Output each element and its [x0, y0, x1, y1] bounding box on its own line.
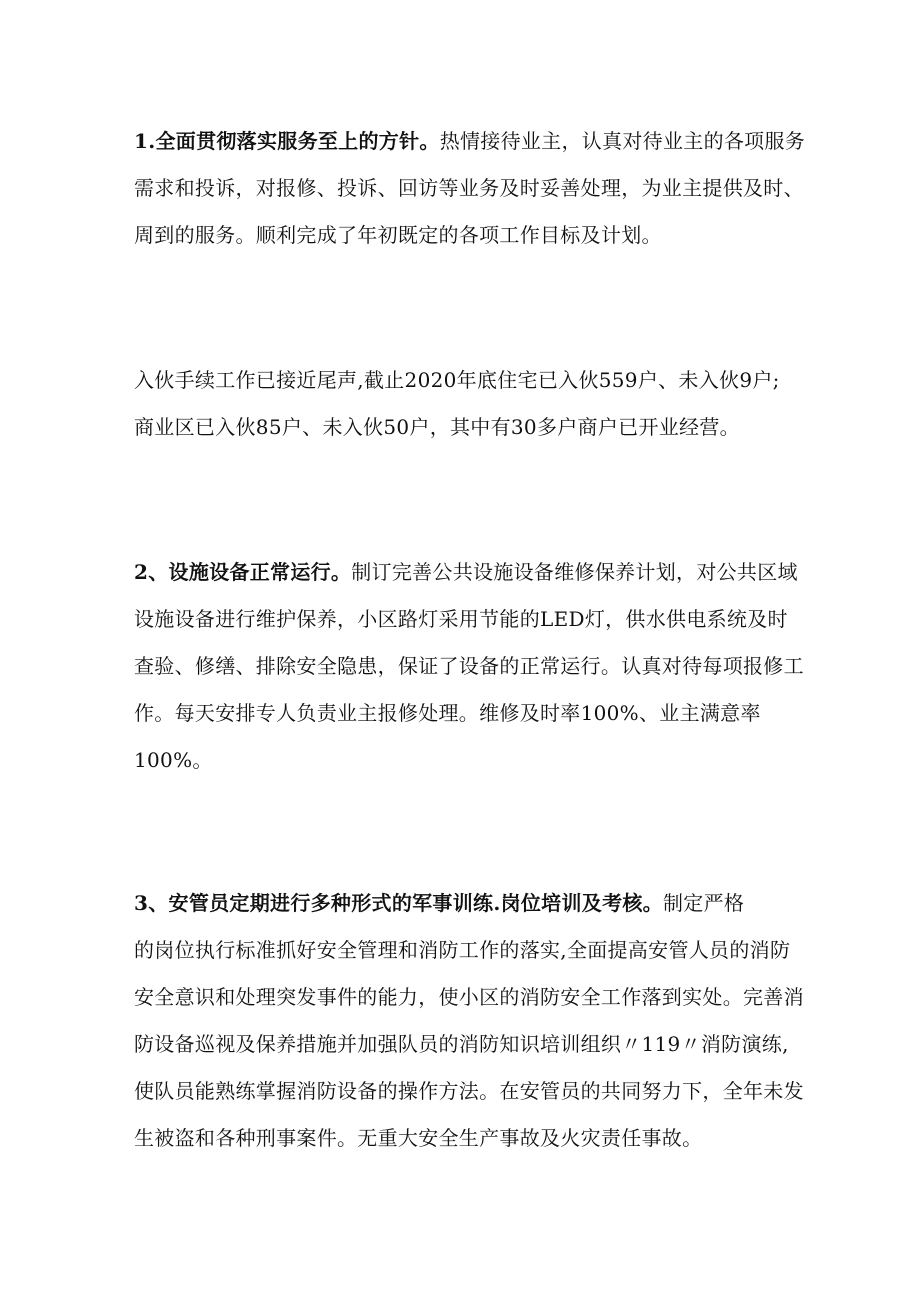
paragraph-text: 制订完善公共设施设备维修保养计划，对公共区域 [351, 560, 798, 584]
paragraph-heading: 3、安管员定期进行多种形式的军事训练.岗位培训及考核。 [134, 891, 663, 915]
paragraph-line: 需求和投诉，对报修、投诉、回访等业务及时妥善处理，为业主提供及时、 [134, 176, 804, 200]
paragraph-text: 热情接待业主，认真对待业主的各项服务 [439, 129, 806, 153]
paragraph-line: 周到的服务。顺利完成了年初既定的各项工作目标及计划。 [134, 223, 662, 247]
paragraph-service-policy [134, 118, 804, 259]
paragraph-line: 查验、修缮、排除安全隐患，保证了设备的正常运行。认真对待每项报修工 [134, 654, 804, 678]
paragraph-move-in-status [134, 357, 804, 451]
paragraph-text: 制定严格 [662, 891, 745, 915]
paragraph-line [134, 118, 804, 165]
paragraph-line: 的岗位执行标准抓好安全管理和消防工作的落实,全面提高安管人员的消防 [134, 938, 791, 962]
paragraph-facility-operation [134, 549, 804, 784]
paragraph-heading: 2、设施设备正常运行。 [134, 560, 352, 584]
paragraph-line: 作。每天安排专人负责业主报修处理。维修及时率100%、业主满意率 [134, 701, 761, 725]
paragraph-line: 生被盗和各种刑事案件。无重大安全生产事故及火灾责任事故。 [134, 1126, 703, 1150]
paragraph-line [134, 549, 804, 596]
paragraph-security-training [134, 880, 804, 1162]
paragraph-line [134, 880, 804, 927]
paragraph-line: 100%。 [134, 748, 213, 772]
paragraph-line: 入伙手续工作已接近尾声,截止2020年底住宅已入伙559户、未入伙9户; [134, 368, 780, 392]
paragraph-heading: 1.全面贯彻落实服务至上的方针。 [134, 129, 440, 153]
paragraph-line: 防设备巡视及保养措施并加强队员的消防知识培训组织〃119〃消防演练, [134, 1032, 789, 1056]
paragraph-line: 商业区已入伙85户、未入伙50户，其中有30多户商户已开业经营。 [134, 415, 740, 439]
paragraph-line: 安全意识和处理突发事件的能力，使小区的消防安全工作落到实处。完善消 [134, 985, 804, 1009]
paragraph-line: 设施设备进行维护保养，小区路灯采用节能的LED灯，供水供电系统及时 [134, 607, 788, 631]
paragraph-line: 使队员能熟练掌握消防设备的操作方法。在安管员的共同努力下，全年未发 [134, 1079, 804, 1103]
